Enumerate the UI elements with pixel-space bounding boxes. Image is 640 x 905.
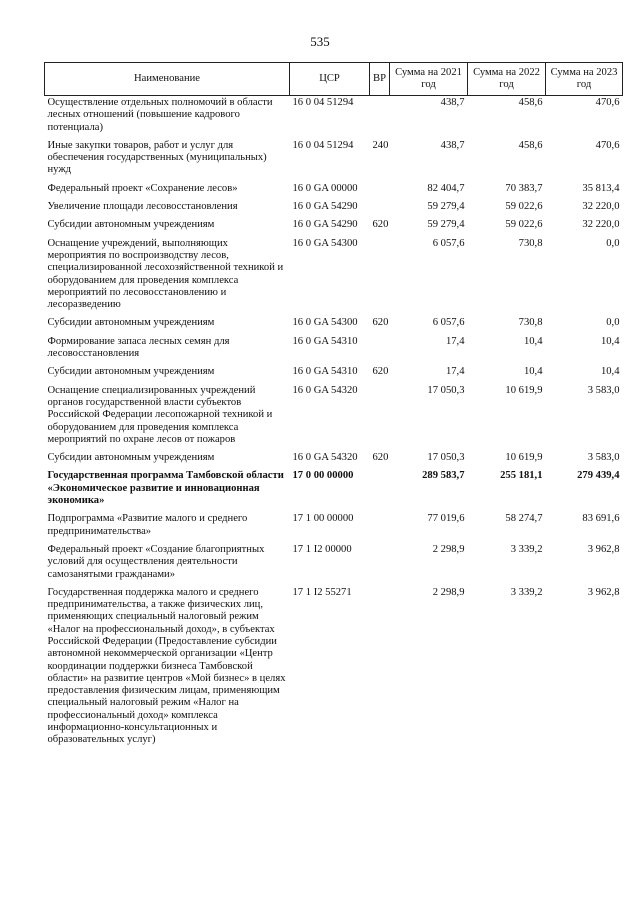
- cell-name: Субсидии автономным учреждениям: [47, 366, 215, 378]
- table-row: [45, 335, 623, 366]
- cell-2022: 10 619,9: [505, 452, 543, 464]
- cell-2022: 458,6: [518, 139, 543, 151]
- cell-name: Подпрограмма «Развитие малого и среднего предпринимательства»: [47, 513, 248, 537]
- cell-csr: 16 0 GA 54310: [292, 366, 358, 378]
- cell-2023: 10,4: [600, 335, 620, 347]
- cell-2022: 59 022,6: [505, 201, 543, 213]
- cell-2023: 35 813,4: [582, 182, 620, 194]
- cell-name: Оснащение специализированных учреждений органов государственной власти субъектов Российской Федерации лесопожарной техникой и оборудованием для проведения комплекса мероприятий по охране лесов от пожаров: [47, 384, 273, 445]
- cell-2022: 458,6: [518, 97, 543, 108]
- cell-vr: [370, 586, 390, 752]
- cell-2022: 59 022,6: [505, 219, 543, 231]
- cell-2021: 438,7: [440, 139, 465, 151]
- cell-2021: 6 057,6: [432, 317, 465, 329]
- header-2022: Сумма на 2022 год: [468, 63, 546, 96]
- header-csr: ЦСР: [290, 63, 370, 96]
- cell-vr: [370, 384, 390, 451]
- cell-csr: 16 0 04 51294: [292, 139, 354, 151]
- table-row: [45, 365, 623, 383]
- header-2021: Сумма на 2021 год: [390, 63, 468, 96]
- cell-2021: 82 404,7: [427, 182, 465, 194]
- table-row: [45, 96, 623, 139]
- cell-2022: 58 274,7: [505, 513, 543, 525]
- cell-2021: 17 050,3: [427, 384, 465, 396]
- cell-2021: 2 298,9: [432, 543, 465, 555]
- table-row: [45, 451, 623, 469]
- cell-csr: 17 1 00 00000: [292, 513, 354, 525]
- cell-name: Субсидии автономным учреждениям: [47, 219, 215, 231]
- header-name: Наименование: [45, 63, 290, 96]
- cell-2023: 3 962,8: [587, 543, 620, 555]
- cell-2021: 438,7: [440, 97, 465, 108]
- table-row: [45, 543, 623, 586]
- cell-name: Государственная поддержка малого и среднего предпринимательства, а также физических лиц, применяющих специальный налоговый режим «Налог на профессиональный доход», в субъектах Российской Федерации (Предоставление субсидии автономной некоммерческой организации «Центр координации поддержки бизнеса Тамбовской области» на развитие центров «Мой бизнес» в целях предоставления физическим лицам, применяющим специальный налоговый режим «Налог на профессиональный доход» комплекса информационно-консультационных и образовательных услуг): [47, 586, 286, 746]
- cell-vr: [370, 182, 390, 200]
- table-row: [45, 469, 623, 512]
- cell-2022: 255 181,1: [500, 470, 543, 482]
- table-row: [45, 200, 623, 218]
- cell-2021: 17,4: [445, 366, 465, 378]
- cell-vr: 240: [372, 139, 389, 151]
- cell-name: Увеличение площади лесовосстановления: [47, 201, 238, 213]
- cell-vr: [370, 469, 390, 512]
- cell-csr: 16 0 GA 54300: [292, 317, 358, 329]
- cell-2022: 3 339,2: [510, 543, 543, 555]
- cell-2023: 3 583,0: [587, 384, 620, 396]
- cell-csr: 16 0 04 51294: [292, 97, 354, 108]
- cell-2023: 470,6: [595, 97, 620, 108]
- cell-csr: 16 0 GA 54320: [292, 452, 358, 464]
- cell-2023: 279 439,4: [577, 470, 620, 482]
- budget-table: [44, 62, 623, 752]
- header-2023: Сумма на 2023 год: [546, 63, 623, 96]
- cell-2023: 470,6: [595, 139, 620, 151]
- cell-2022: 70 383,7: [505, 182, 543, 194]
- cell-2021: 289 583,7: [422, 470, 465, 482]
- cell-2021: 59 279,4: [427, 219, 465, 231]
- cell-csr: 16 0 GA 54320: [292, 384, 358, 396]
- cell-name: Субсидии автономным учреждениям: [47, 317, 215, 329]
- cell-vr: 620: [372, 317, 389, 329]
- cell-name: Оснащение учреждений, выполняющих мероприятия по воспроизводству лесов, специализированной лесохозяйственной техникой и оборудованием для проведения комплекса мероприятий по лесовосстановлению и лесоразведению: [47, 237, 284, 311]
- cell-2022: 730,8: [518, 237, 543, 249]
- cell-vr: [370, 96, 390, 139]
- cell-2023: 3 962,8: [587, 586, 620, 598]
- cell-csr: 17 1 I2 00000: [292, 543, 352, 555]
- cell-csr: 17 0 00 00000: [292, 470, 354, 482]
- table-row: [45, 384, 623, 451]
- cell-vr: [370, 237, 390, 317]
- table-body: [45, 96, 623, 752]
- header-vr: ВР: [370, 63, 390, 96]
- table-row: [45, 182, 623, 200]
- cell-2023: 10,4: [600, 366, 620, 378]
- cell-csr: 16 0 GA 54300: [292, 237, 358, 249]
- cell-2022: 10,4: [523, 366, 543, 378]
- cell-2021: 59 279,4: [427, 201, 465, 213]
- cell-vr: [370, 200, 390, 218]
- cell-2023: 0,0: [606, 317, 620, 329]
- table-row: [45, 512, 623, 543]
- cell-name: Иные закупки товаров, работ и услуг для обеспечения государственных (муниципальных) нужд: [47, 139, 267, 176]
- cell-2021: 77 019,6: [427, 513, 465, 525]
- table-row: [45, 139, 623, 182]
- cell-2023: 0,0: [606, 237, 620, 249]
- cell-name: Осуществление отдельных полномочий в области лесных отношений (повышение кадрового потенциала): [47, 97, 273, 133]
- cell-csr: 16 0 GA 54290: [292, 201, 358, 213]
- cell-vr: [370, 512, 390, 543]
- cell-name: Государственная программа Тамбовской области «Экономическое развитие и инновационная экономика»: [47, 470, 284, 507]
- table-row: [45, 316, 623, 334]
- cell-2023: 32 220,0: [582, 219, 620, 231]
- cell-vr: [370, 335, 390, 366]
- cell-2021: 17 050,3: [427, 452, 465, 464]
- table-row: [45, 237, 623, 317]
- cell-name: Федеральный проект «Создание благоприятных условий для осуществления деятельности самозанятыми гражданами»: [47, 543, 265, 580]
- cell-2022: 10 619,9: [505, 384, 543, 396]
- cell-2023: 32 220,0: [582, 201, 620, 213]
- page-number: 535: [310, 34, 330, 49]
- cell-2023: 3 583,0: [587, 452, 620, 464]
- cell-name: Формирование запаса лесных семян для лесовосстановления: [47, 335, 230, 360]
- cell-vr: 620: [372, 452, 389, 464]
- cell-2021: 17,4: [445, 335, 465, 347]
- cell-name: Субсидии автономным учреждениям: [47, 452, 215, 464]
- cell-vr: 620: [372, 219, 389, 231]
- table-header-row: [45, 63, 623, 96]
- cell-csr: 16 0 GA 54310: [292, 335, 358, 347]
- cell-name: Федеральный проект «Сохранение лесов»: [47, 182, 238, 194]
- cell-2022: 730,8: [518, 317, 543, 329]
- cell-2022: 3 339,2: [510, 586, 543, 598]
- cell-csr: 16 0 GA 00000: [292, 182, 358, 194]
- table-row: [45, 586, 623, 752]
- cell-csr: 16 0 GA 54290: [292, 219, 358, 231]
- cell-2023: 83 691,6: [582, 513, 620, 525]
- cell-2021: 6 057,6: [432, 237, 465, 249]
- cell-vr: 620: [372, 366, 389, 378]
- table-row: [45, 218, 623, 236]
- cell-2021: 2 298,9: [432, 586, 465, 598]
- cell-csr: 17 1 I2 55271: [292, 586, 352, 598]
- cell-2022: 10,4: [523, 335, 543, 347]
- cell-vr: [370, 543, 390, 586]
